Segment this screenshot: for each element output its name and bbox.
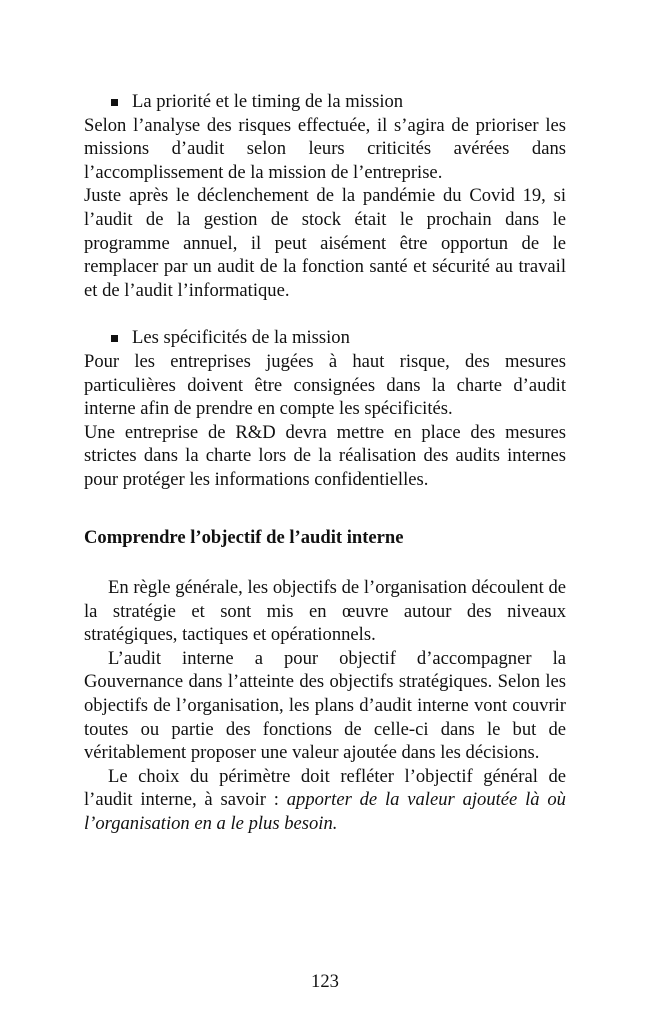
bullet-text: Les spécificités de la mission <box>132 327 350 349</box>
paragraph: Pour les entreprises jugées à haut risque, des mesures particulières doivent être consignées dans la charte d’audit interne afin de prendre en compte les spécificités. <box>84 350 566 420</box>
paragraph: Une entreprise de R&D devra mettre en place des mesures strictes dans la charte lors de la réalisation des audits internes pour protéger les informations confidentielles. <box>84 421 566 490</box>
bullet-item-priority <box>84 90 566 114</box>
bullet-item-specificities <box>84 326 566 350</box>
emphasized-text: apporter de la valeur ajoutée là où l’organisation en a le plus besoin. <box>84 789 566 835</box>
paragraph-conclusion <box>84 765 566 836</box>
paragraph: L’audit interne a pour objectif d’accompagner la Gouvernance dans l’atteinte des objectifs stratégiques. Selon les objectifs de l’organisation, les plans d’audit interne vont couvrir toutes ou partie des fonctions de celle-ci dans le but de véritablement proposer une valeur ajoutée dans les décisions. <box>84 647 566 764</box>
paragraph: Juste après le déclenchement de la pandémie du Covid 19, si l’audit de la gestion de stock était le prochain dans le programme annuel, il peut aisément être opportun de le remplacer par un audit de la fonction santé et sécurité au travail et de l’audit l’informatique. <box>84 185 566 301</box>
square-bullet-icon <box>111 99 118 106</box>
paragraph-text: Le choix du périmètre doit refléter l’objectif général de l’audit interne, à savoir : <box>84 765 566 811</box>
section-heading: Comprendre l’objectif de l’audit interne <box>84 526 404 548</box>
page-number: 123 <box>311 971 339 992</box>
paragraph: Selon l’analyse des risques effectuée, il s’agira de prioriser les missions d’audit selon leurs criticités avérées dans l’accomplissement de la mission de l’entreprise. <box>84 114 566 183</box>
bullet-text: La priorité et le timing de la mission <box>132 91 404 112</box>
square-bullet-icon <box>111 335 118 342</box>
page-body <box>84 90 566 836</box>
paragraph: En règle générale, les objectifs de l’organisation découlent de la stratégie et sont mis en œuvre autour des niveaux stratégiques, tactiques et opérationnels. <box>84 577 566 646</box>
